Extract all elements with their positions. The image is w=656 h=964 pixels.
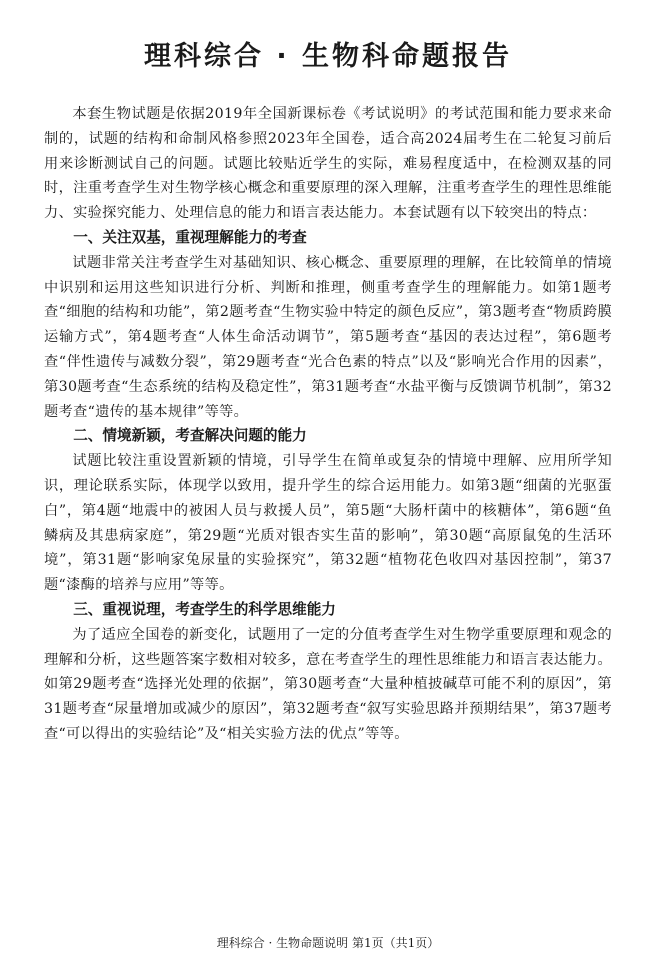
section-1-heading: 一、关注双基，重视理解能力的考查	[73, 228, 307, 246]
section-3-heading: 三、重视说理，考查学生的科学思维能力	[73, 600, 336, 618]
intro-paragraph: 本套生物试题是依据2019年全国新课标卷《考试说明》的考试范围和能力要求来命制的，试题的结构和命制风格参照2023年全国卷，适合高2024届考生在二轮复习前后用来诊断测试自己的问题。试题比较贴近学生的实际，难易程度适中，在检测双基的同时，注重考查学生对生物学核心概念和重要原理的深入理解，注重考查学生的理性思维能力、实验探究能力、处理信息的能力和语言表达能力。本套试题有以下较突出的特点：	[44, 106, 612, 222]
section-3-paragraph: 为了适应全国卷的新变化，试题用了一定的分值考查学生对生物学重要原理和观念的理解和分析，这些题答案字数相对较多，意在考查学生的理性思维能力和语言表达能力。如第29题考查“选择光处理的依据”，第30题考查“大量种植披碱草可能不利的原因”，第31题考查“尿量增加或减少的原因”，第32题考查“叙写实验思路并预期结果”，第37题考查“可以得出的实验结论”及“相关实验方法的优点”等等。	[44, 626, 612, 742]
section-2-paragraph: 试题比较注重设置新颖的情境，引导学生在简单或复杂的情境中理解、应用所学知识，理论联系实际，体现学以致用，提升学生的综合运用能力。如第3题“细菌的光驱蛋白”，第4题“地震中的被困人员与救援人员”，第5题“大肠杆菌中的核糖体”，第6题“鱼鳞病及其患病家庭”，第29题“光质对银杏实生苗的影响”，第30题“高原鼠兔的生活环境”，第31题“影响家兔尿量的实验探究”，第32题“植物花色收四对基因控制”，第37题“漆酶的培养与应用”等等。	[44, 453, 612, 594]
section-2-heading: 二、情境新颖，考查解决问题的能力	[73, 427, 307, 445]
page-footer: 理科综合 · 生物命题说明 第1页（共1页）	[216, 936, 440, 950]
section-1-paragraph: 试题非常关注考查学生对基础知识、核心概念、重要原理的理解，在比较简单的情境中识别和运用这些知识进行分析、判断和推理，侧重考查学生的理解能力。如第1题考查“细胞的结构和功能”，第2题考查“生物实验中特定的颜色反应”，第3题考查“物质跨膜运输方式”，第4题考查“人体生命活动调节”，第5题考查“基因的表达过程”，第6题考查“伴性遗传与减数分裂”，第29题考查“光合色素的特点”以及“影响光合作用的因素”，第30题考查“生态系统的结构及稳定性”，第31题考查“水盐平衡与反馈调节机制”，第32题考查“遗传的基本规律”等等。	[44, 254, 612, 420]
page-title: 理科综合 · 生物科命题报告	[143, 41, 513, 72]
document-body	[44, 102, 612, 747]
